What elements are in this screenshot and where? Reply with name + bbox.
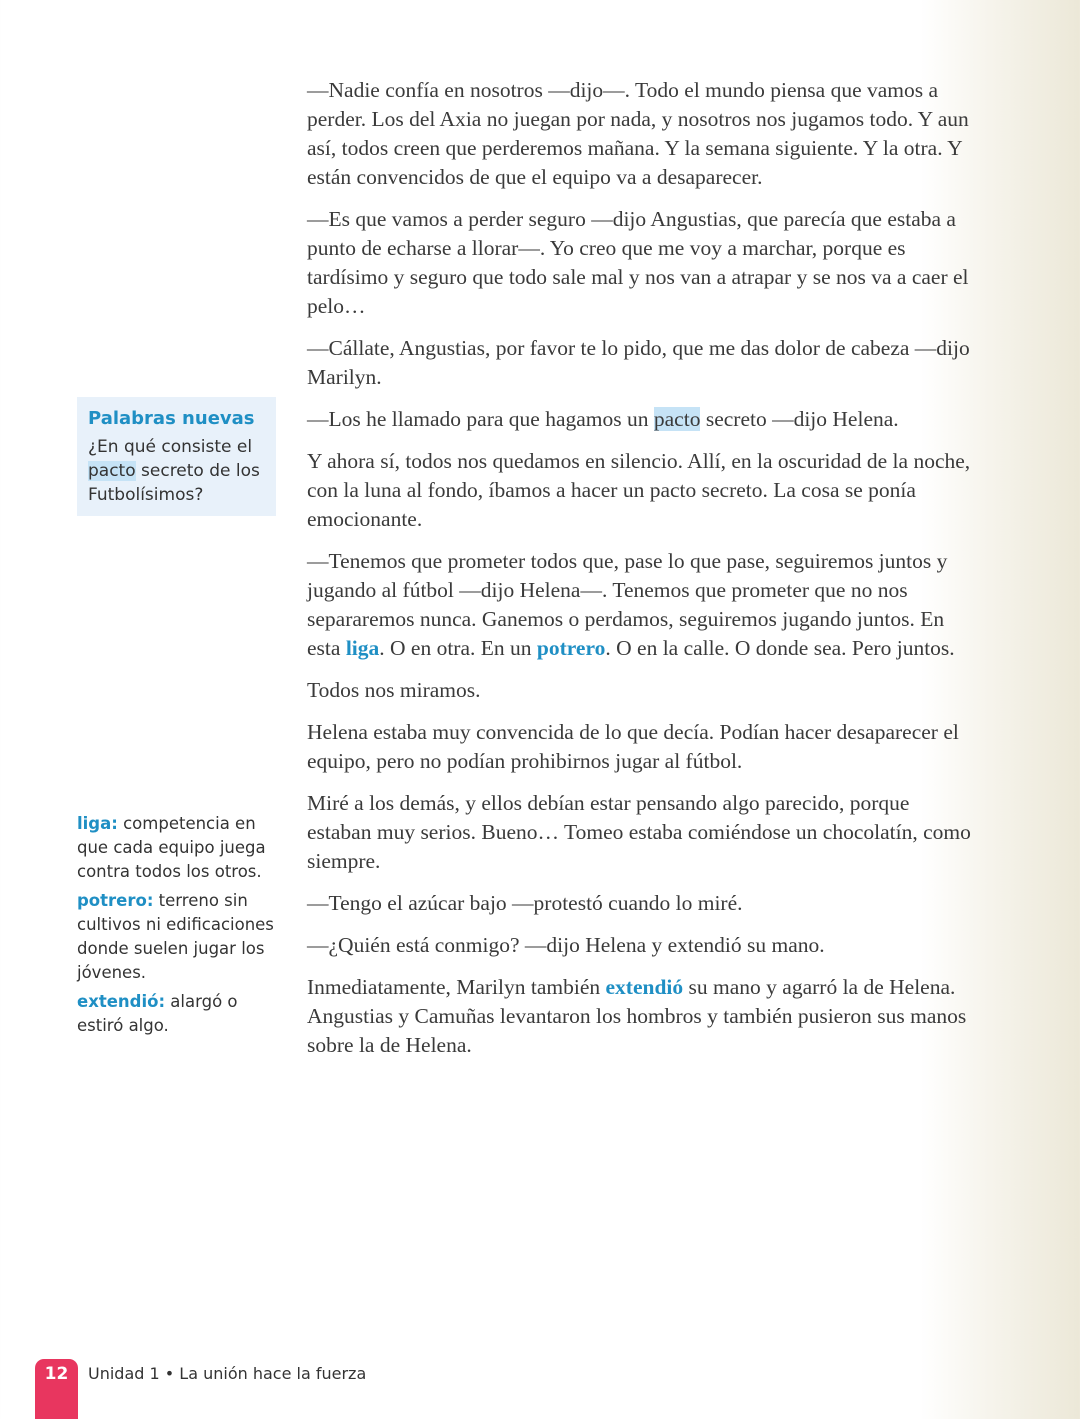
new-words-box [77, 397, 276, 516]
paragraph: Todos nos miramos. [307, 678, 481, 702]
paragraph: Y ahora sí, todos nos quedamos en silencio. Allí, en la oscuridad de la noche, con la luna al fondo, íbamos a hacer un pacto secreto. La cosa se ponía emocionante. [307, 449, 971, 531]
paragraph: —Tenemos que prometer todos que, pase lo que pase, seguiremos juntos y jugando al fútbol —dijo Helena—. Tenemos que prometer que no nos separaremos nunca. Ganemos o perdamos, seguiremos jugando juntos. En esta liga. O en otra. En un potrero. O en la calle. O donde sea. Pero juntos. [307, 549, 955, 660]
glossary-entry-extendio: extendió: alargó o estiró algo. [77, 992, 238, 1035]
paragraph: Inmediatamente, Marilyn también extendió su mano y agarró la de Helena. Angustias y Camuñas levantaron los hombros y también pusieron sus manos sobre la de Helena. [307, 975, 967, 1057]
page-number: 12 [35, 1359, 78, 1419]
glossary-link-potrero[interactable]: potrero [536, 636, 606, 660]
new-words-question: ¿En qué consiste el pacto secreto de los Futbolísimos? [88, 437, 260, 505]
paragraph: —Tengo el azúcar bajo —protestó cuando lo miré. [307, 891, 743, 915]
glossary-entry-liga: liga: competencia en que cada equipo juega contra todos los otros. [77, 814, 266, 881]
glossary-link-extendio[interactable]: extendió [605, 975, 684, 999]
paragraph: —Nadie confía en nosotros —dijo—. Todo el mundo piensa que vamos a perder. Los del Axia no juegan por nada, y nosotros nos jugamos todo. Y aun así, todos creen que perderemos mañana. Y la semana siguiente. Y la otra. Y están convencidos de que el equipo va a desaparecer. [307, 78, 969, 189]
paragraph: —Cállate, Angustias, por favor te lo pido, que me das dolor de cabeza —dijo Marilyn. [307, 336, 970, 389]
new-words-title: Palabras nuevas [88, 408, 255, 429]
story-text [307, 76, 977, 1073]
paragraph: Miré a los demás, y ellos debían estar pensando algo parecido, porque estaban muy serios. Bueno… Tomeo estaba comiéndose un chocolatín, como siempre. [307, 791, 971, 873]
paragraph: —Los he llamado para que hagamos un pacto secreto —dijo Helena. [307, 407, 899, 431]
paragraph: —Es que vamos a perder seguro —dijo Angustias, que parecía que estaba a punto de echarse a llorar—. Yo creo que me voy a marchar, porque es tardísimo y seguro que todo sale mal y nos van a atrapar y se nos va a caer el pelo… [307, 207, 969, 318]
highlighted-word-pacto: pacto [653, 407, 701, 431]
paragraph: Helena estaba muy convencida de lo que decía. Podían hacer desaparecer el equipo, pero no podían prohibirnos jugar al fútbol. [307, 720, 959, 773]
paragraph: —¿Quién está conmigo? —dijo Helena y extendió su mano. [307, 933, 825, 957]
glossary-link-liga[interactable]: liga [345, 636, 380, 660]
highlighted-word-pacto: pacto [88, 461, 136, 481]
unit-title: Unidad 1 • La unión hace la fuerza [88, 1364, 367, 1383]
glossary-entry-potrero: potrero: terreno sin cultivos ni edificaciones donde suelen jugar los jóvenes. [77, 891, 274, 982]
glossary [77, 812, 287, 1043]
